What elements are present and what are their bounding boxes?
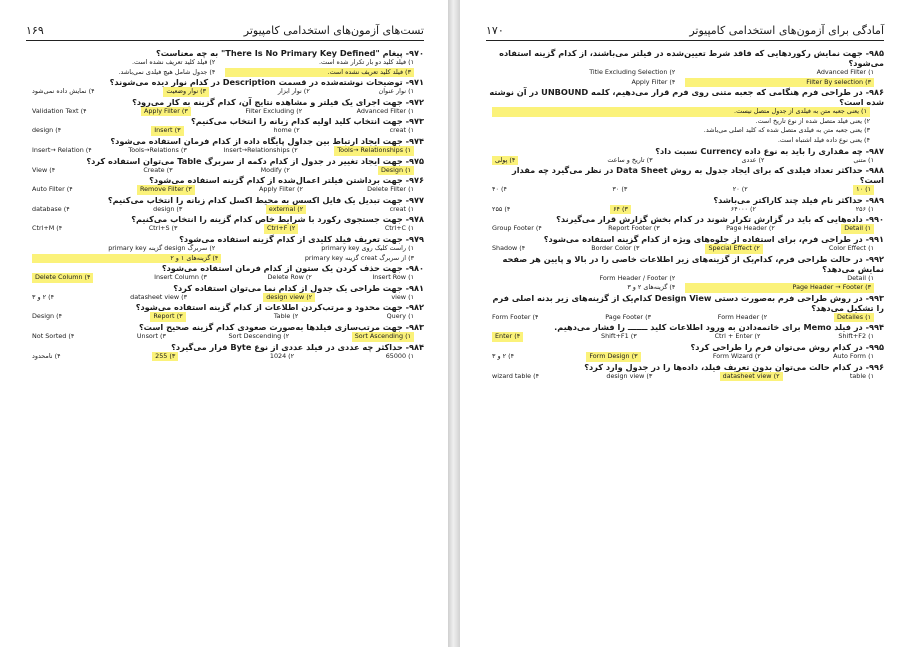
highlighted-answer: ۲) Ctrl+F — [264, 224, 298, 234]
highlighted-answer: ۳) Report — [150, 312, 185, 322]
highlighted-answer: ۳) Insert — [151, 126, 183, 136]
right-page — [460, 0, 908, 647]
question-block — [486, 165, 884, 195]
answer-option: ۲) Form Wizard — [712, 351, 761, 360]
highlighted-answer: ۲) external — [266, 205, 306, 215]
highlighted-answer: ۱) Detailes — [834, 313, 874, 323]
answer-option: ۲) یعنی فیلد متصل شده از نوع تاریخ است. — [755, 116, 870, 125]
answer-option: ۲) فیلد کلید تعریف نشده است. — [131, 58, 216, 66]
answer-option: ۳) Create — [143, 165, 173, 174]
question-block — [26, 156, 424, 176]
question-text: ۹۸۶- در طراحی فرم هنگامی که جعبه متنی روی فرم قرار می‌دهیم، کلمه UNBOUND در آن نوشته شده است؟ — [489, 87, 884, 108]
question-text: ۹۹۵- در کدام روش می‌توان فرم را طراحی کرد؟ — [690, 341, 884, 352]
question-block — [486, 254, 884, 293]
answer-option: ۲) نوار ابزار — [277, 87, 310, 96]
answer-options — [26, 107, 424, 117]
answer-option: ۱) Advanced Filter — [816, 68, 874, 76]
answer-option: ۲) home — [273, 126, 300, 135]
question-block — [26, 283, 424, 303]
answer-option: ۳) Shift+F1 — [601, 332, 637, 341]
answer-options — [486, 313, 884, 323]
question-text: ۹۹۳- در روش طراحی فرم به‌صورت دستی Design View کدام‌یک از گزینه‌های زیر بدنه اصلی فرم را تشکیل می‌دهد؟ — [492, 292, 884, 313]
answer-option: ۱) Insert Row — [372, 273, 414, 282]
question-block — [486, 342, 884, 362]
question-text: ۹۷۵- جهت ایجاد تغییر در جدول از کدام دکمه از سربرگ Table می‌توان استفاده کرد؟ — [86, 155, 424, 166]
answer-option: ۴) wizard table — [492, 371, 540, 380]
answer-option: ۴) Form Footer — [492, 312, 539, 321]
answer-options — [486, 107, 884, 145]
answer-option: ۱) متنی — [853, 155, 874, 164]
answer-option: ۱) Detail — [847, 273, 874, 282]
book-gutter — [448, 0, 460, 647]
highlighted-answer: ۲) datasheet view — [720, 372, 783, 382]
highlighted-answer: ۳) فیلد کلید تعریف نشده است. — [225, 68, 414, 78]
answer-option: ۲) Modify — [260, 165, 290, 174]
question-block — [486, 214, 884, 234]
answer-option: ۴) Not Sorted — [32, 331, 75, 340]
answer-option: ۲) Insert→Relationships — [223, 145, 298, 154]
answer-option: ۱) Auto Form — [833, 351, 874, 360]
highlighted-answer: ۱) Tools→ Relationships — [334, 146, 414, 156]
answer-option: ۴) Design — [32, 312, 63, 321]
question-block — [26, 48, 424, 77]
question-text: ۹۸۳- جهت مرتب‌سازی فیلدها به‌صورت صعودی کدام گزینه صحیح است؟ — [138, 321, 424, 332]
answer-option: ۴) Group Footer — [492, 224, 542, 233]
question-block — [486, 195, 884, 215]
answer-option: ۱) راست کلیک روی primary key — [321, 243, 414, 252]
answer-option: ۴) گزینه‌های ۲ و ۳ — [627, 283, 676, 292]
question-block — [26, 175, 424, 195]
question-block — [26, 234, 424, 263]
answer-option: ۳) datasheet view — [130, 292, 188, 301]
question-block — [26, 302, 424, 322]
question-text: ۹۷۰- پیغام "There Is No Primary Key Defined" به چه معناست؟ — [155, 48, 424, 58]
answer-option: ۲) Apply Filter — [259, 185, 303, 194]
answer-options — [26, 58, 424, 77]
answer-options — [486, 352, 884, 362]
answer-option: ۴) design — [32, 126, 62, 135]
highlighted-answer: ۱) یعنی جعبه متن به فیلدی از جدول متصل نیست. — [492, 107, 870, 117]
highlighted-answer: ۲) Special Effect — [705, 244, 762, 254]
question-block — [486, 322, 884, 342]
answer-option: ۴) ۲۵۵ — [492, 204, 511, 213]
answer-option: ۲) Table — [273, 312, 299, 321]
answer-option: ۳) design view — [606, 371, 653, 380]
highlighted-answer: ۲) design view — [263, 293, 315, 303]
answer-option: ۳) Border Color — [591, 243, 640, 252]
answer-options — [486, 205, 884, 215]
highlighted-answer: ۳) ۶۴ — [610, 205, 631, 215]
question-text: ۹۸۲- جهت محدود و مرتب‌کردن اطلاعات از کدام گزینه استفاده می‌شود؟ — [135, 302, 424, 313]
highlighted-answer: ۳) Page Header → Footer — [685, 283, 874, 293]
answer-option: ۱) Ctrl+C — [384, 224, 414, 233]
highlighted-answer: ۳) Form Design — [586, 352, 640, 362]
question-block — [486, 362, 884, 382]
question-block — [26, 116, 424, 136]
answer-options — [26, 185, 424, 195]
answer-option: ۲) 1024 — [269, 351, 295, 360]
highlighted-answer: ۴) Enter — [492, 332, 523, 342]
answer-options — [26, 273, 424, 283]
left-page — [0, 0, 448, 647]
answer-options — [486, 68, 884, 87]
answer-options — [486, 332, 884, 342]
right-page-header — [486, 14, 884, 41]
question-block — [26, 342, 424, 362]
answer-option: ۲) Ctrl + Enter — [714, 332, 761, 341]
answer-options — [26, 312, 424, 322]
answer-option: ۳) ۳۰ — [612, 185, 628, 194]
highlighted-answer: ۴) پولی — [492, 156, 518, 166]
question-text: ۹۸۵- جهت نمایش رکوردهایی که فاقد شرط تعیین‌شده در فیلتر می‌باشند، از کدام گزینه استفاده می‌شود؟ — [499, 48, 884, 68]
highlighted-answer: ۱) Detail — [841, 224, 874, 234]
answer-option: ۳) Insert Column — [154, 273, 207, 282]
answer-option: ۱) table — [849, 371, 874, 380]
question-text: ۹۹۲- در حالت طراحی فرم، کدام‌یک از گزینه‌های زیر اطلاعات خاصی را در بالا و پایین هر صفحه نمایش می‌دهد؟ — [502, 253, 884, 274]
answer-option: ۱) فیلد کلید دو بار تکرار شده است. — [319, 58, 414, 66]
answer-options — [26, 87, 424, 97]
answer-option: ۱) Query — [386, 312, 414, 321]
question-text: ۹۸۴- حداکثر چه عددی در فیلد عددی از نوع Byte قرار می‌گیرد؟ — [171, 341, 424, 352]
answer-option: ۱) Delete Filter — [367, 185, 414, 194]
question-block — [26, 214, 424, 234]
answer-option: ۳) تاریخ و ساعت — [607, 155, 653, 164]
answer-option: ۴) Apply Filter — [631, 77, 676, 86]
question-text: ۹۷۹- جهت تعریف فیلد کلیدی از کدام گزینه استفاده می‌شود؟ — [179, 233, 424, 244]
answer-option: ۲) Delete Row — [267, 273, 312, 282]
answer-options — [486, 372, 884, 382]
left-header-title: تست‌های آزمون‌های استخدامی کامپیوتر — [243, 24, 424, 37]
answer-options — [26, 224, 424, 234]
highlighted-answer: ۱) Sort Ascending — [352, 332, 414, 342]
question-text: ۹۹۴- در فیلد Memo برای خاتمه‌دادن به ورود اطلاعات کلید ـــــــ را فشار می‌دهیم. — [554, 322, 884, 333]
answer-option: ۳) Page Footer — [605, 312, 652, 321]
question-block — [26, 77, 424, 97]
answer-option: ۳) Tools→Relations — [128, 145, 187, 154]
answer-option: ۳) Ctrl+S — [148, 224, 178, 233]
answer-options — [26, 244, 424, 263]
highlighted-answer: ۳) Remove Filter — [137, 185, 195, 195]
question-text: ۹۸۱- جهت طراحی یک جدول از کدام نما می‌توان استفاده کرد؟ — [173, 282, 424, 293]
answer-option: ۴) Shadow — [492, 243, 526, 252]
right-page-number: ۱۷۰ — [486, 24, 504, 37]
question-block — [486, 48, 884, 87]
question-text: ۹۸۰- جهت حذف کردن یک ستون از کدام فرمان استفاده می‌شود؟ — [161, 263, 424, 274]
question-block — [26, 322, 424, 342]
question-text: ۹۷۲- جهت اجرای یک فیلتر و مشاهده نتایج آن، کدام گزینه به کار می‌رود؟ — [132, 96, 424, 107]
answer-option: ۲) Form Header / Footer — [599, 273, 676, 282]
answer-option: ۱) نوار عنوان — [378, 87, 414, 96]
left-page-number: ۱۶۹ — [26, 24, 44, 37]
answer-option: ۱) Advanced Filter — [356, 106, 414, 115]
answer-option: ۲) سربرگ design گزینه primary key — [108, 243, 216, 252]
answer-option: ۳) Report Footer — [608, 224, 660, 233]
question-text: ۹۹۰- داده‌هایی که باید در گزارش تکرار شوند در کدام بخش گزارش قرار می‌گیرند؟ — [556, 214, 884, 225]
answer-option: ۱) Shift+F2 — [838, 332, 874, 341]
answer-options — [486, 274, 884, 293]
left-page-body — [26, 48, 424, 639]
answer-option: ۴) یعنی نوع داده فیلد اشتباه است. — [777, 135, 870, 144]
question-text: ۹۷۱- توضیحات نوشته‌شده در قسمت Description در کدام نوار دیده می‌شوند؟ — [109, 77, 424, 88]
answer-option: ۳) یعنی جعبه متن به فیلدی متصل شده که کلید اصلی می‌باشد. — [703, 126, 870, 135]
answer-option: ۳) Unsort — [136, 331, 166, 340]
right-header-title: آمادگی برای آزمون‌های استخدامی کامپیوتر — [689, 24, 884, 37]
answer-option: ۴) Insert→ Relation — [32, 145, 92, 154]
answer-option: ۴) Ctrl+M — [32, 224, 63, 233]
question-block — [486, 293, 884, 323]
question-block — [26, 136, 424, 156]
answer-option: ۳) design — [153, 204, 183, 213]
question-text: ۹۸۸- حداکثر تعداد فیلدی که برای ایجاد جدول به روش Data Sheet در نظر می‌گیرد چه مقدار است؟ — [512, 165, 884, 186]
question-block — [26, 97, 424, 117]
highlighted-answer: ۴) گزینه‌های ۱ و ۲ — [32, 254, 221, 264]
answer-option: ۱) 65000 — [385, 351, 414, 360]
highlighted-answer: ۱) ۱۰ — [853, 185, 874, 195]
answer-option: ۴) database — [32, 204, 70, 213]
answer-options — [26, 332, 424, 342]
answer-option: ۲) ۲۰ — [732, 185, 748, 194]
answer-options — [26, 126, 424, 136]
answer-option: ۴) Auto Filter — [32, 185, 73, 194]
question-block — [26, 263, 424, 283]
question-text: ۹۸۹- حداکثر نام فیلد چند کاراکتر می‌باشد؟ — [713, 194, 884, 205]
answer-option: ۴) ۲ و ۳ — [492, 351, 514, 360]
question-block — [26, 195, 424, 215]
answer-option: ۴) نمایش داده نمی‌شود — [32, 87, 95, 96]
answer-option: ۴) View — [32, 165, 56, 174]
question-text: ۹۹۶- در کدام حالت می‌توان بدون تعریف فیلد، داده‌ها را در جدول وارد کرد؟ — [584, 361, 884, 372]
highlighted-answer: ۱) Design — [378, 166, 414, 176]
highlighted-answer: ۳) نوار وضعیت — [163, 87, 209, 97]
answer-option: ۴) Validation Text — [32, 106, 87, 115]
question-text: ۹۹۱- در طراحی فرم، برای استفاده از جلوه‌های ویژه از کدام گزینه استفاده می‌شود؟ — [543, 233, 884, 244]
question-text: ۹۷۳- جهت انتخاب کلید اولیه کدام زبانه را انتخاب می‌کنیم؟ — [190, 116, 424, 127]
answer-option: ۲) عددی — [741, 155, 765, 164]
answer-option: ۱) view — [391, 292, 414, 301]
answer-option: ۴) نامحدود — [32, 351, 61, 360]
question-text: ۹۷۶- جهت برداشتن فیلتر اعمال‌شده از کدام گزینه استفاده می‌شود؟ — [149, 175, 424, 186]
answer-option: ۲) Page Header — [726, 224, 775, 233]
answer-option: ۴) جدول شامل هیچ فیلدی نمی‌باشد. — [118, 67, 216, 76]
right-page-body — [486, 48, 884, 639]
answer-option: ۴) ۲ و ۳ — [32, 292, 54, 301]
left-page-header — [26, 14, 424, 41]
question-block — [486, 87, 884, 145]
answer-options — [26, 166, 424, 176]
answer-option: ۱) Color Effect — [828, 243, 874, 252]
highlighted-answer: ۴) Delete Column — [32, 273, 93, 283]
highlighted-answer: ۳) 255 — [152, 352, 178, 362]
question-block — [486, 146, 884, 166]
answer-option: ۱) creat — [389, 204, 414, 213]
answer-option: ۲) Sort Descending — [228, 331, 290, 340]
answer-option: ۲) ۶۴۰۰۰ — [730, 204, 756, 213]
answer-options — [486, 224, 884, 234]
answer-option: ۳) از سربرگ creat گزینه primary key — [304, 253, 414, 262]
highlighted-answer: ۳) Apply Filter — [141, 107, 191, 117]
question-text: ۹۷۷- جهت تبدیل یک فایل اکسس به محیط اکسل کدام زبانه را انتخاب می‌کنیم؟ — [107, 194, 424, 205]
highlighted-answer: ۳) Filter By selection — [685, 78, 874, 88]
answer-options — [26, 293, 424, 303]
answer-option: ۱) ۲۵۶ — [855, 204, 874, 213]
answer-options — [26, 146, 424, 156]
question-text: ۹۷۴- جهت ایجاد ارتباط بین جداول پایگاه داده از کدام فرمان استفاده می‌شود؟ — [110, 135, 424, 146]
answer-options — [26, 352, 424, 362]
question-block — [486, 234, 884, 254]
answer-option: ۲) Filter Excluding — [245, 106, 303, 115]
question-text: ۹۷۸- جهت جستجوی رکورد با شرایط خاص کدام گزینه را انتخاب می‌کنیم؟ — [131, 214, 424, 225]
answer-options — [486, 185, 884, 195]
answer-option: ۱) creat — [389, 126, 414, 135]
answer-option: ۲) Title Excluding Selection — [589, 68, 676, 76]
answer-options — [486, 244, 884, 254]
answer-options — [486, 156, 884, 166]
answer-option: ۲) Form Header — [717, 312, 768, 321]
answer-options — [26, 205, 424, 215]
question-text: ۹۸۷- چه مقداری را باید به نوع داده Currency نسبت داد؟ — [655, 145, 884, 156]
answer-option: ۴) ۴۰ — [492, 185, 507, 194]
